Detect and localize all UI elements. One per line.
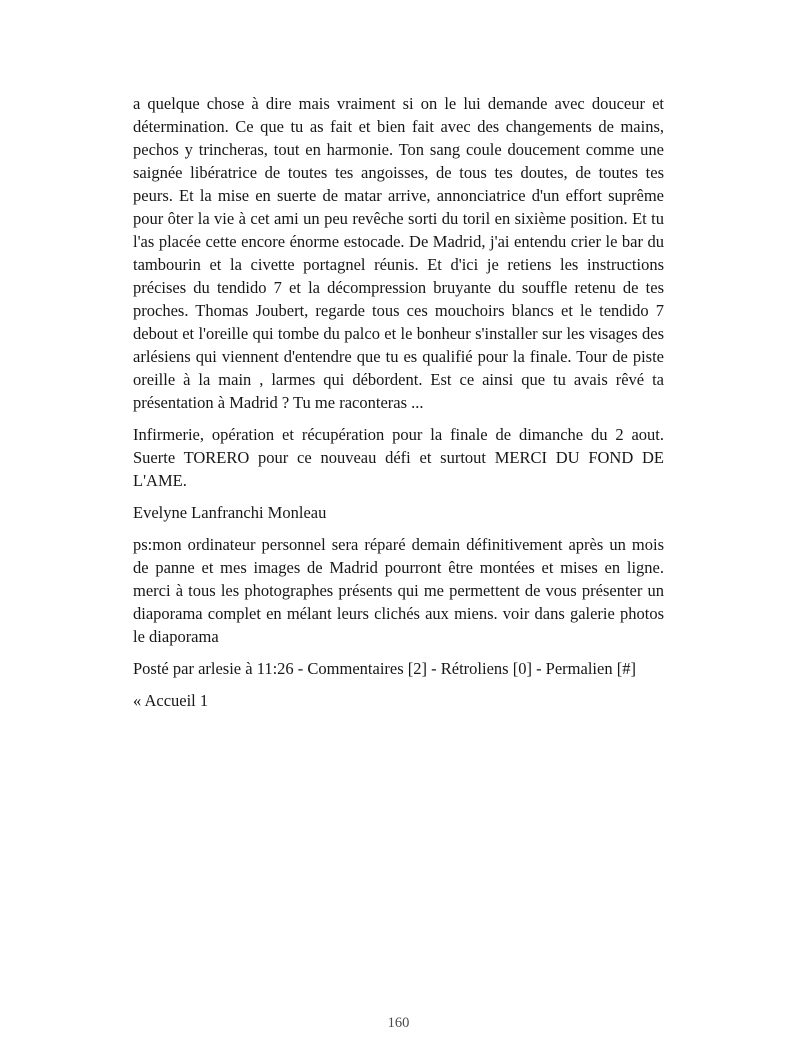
home-nav-line: « Accueil 1 bbox=[133, 691, 209, 710]
post-paragraph-closing: Infirmerie, opération et récupération pour la finale de dimanche du 2 aout. Suerte TORERO pour ce nouveau défi et surtout MERCI DU FOND DE L'AME. bbox=[133, 425, 664, 490]
post-meta-line: Posté par arlesie à 11:26 - Commentaires [2] - Rétroliens [0] - Permalien [#] bbox=[133, 659, 636, 678]
post-postscript: ps:mon ordinateur personnel sera réparé demain définitivement après un mois de panne et mes images de Madrid pourront être montées et mises en ligne. merci à tous les photographes présents qui me permettent de vous présenter un diaporama complet en mélant leurs clichés aux miens. voir dans galerie photos le diaporama bbox=[133, 535, 664, 646]
post-content bbox=[133, 92, 664, 721]
post-paragraph-body: a quelque chose à dire mais vraiment si on le lui demande avec douceur et détermination. Ce que tu as fait et bien fait avec des changements de mains, pechos y trincheras, tout en harmonie. Ton sang coule doucement comme une saignée libératrice de toutes tes angoisses, de tous tes doutes, de toutes tes peurs. Et la mise en suerte de matar arrive, annonciatrice d'un effort suprême pour ôter la vie à cet ami un peu revêche sorti du toril en sixième position. Et tu l'as placée cette encore énorme estocade. De Madrid, j'ai entendu crier le bar du tambourin et la civette portagnel réunis. Et d'ici je retiens les instructions précises du tendido 7 et la décompression bruyante du souffle retenu de tes proches. Thomas Joubert, regarde tous ces mouchoirs blancs et le tendido 7 debout et l'oreille qui tombe du palco et le bonheur s'installer sur les visages des arlésiens qui viennent d'entendre que tu es qualifié pour la finale. Tour de piste oreille à la main , larmes qui débordent. Est ce ainsi que tu avais rêvé ta présentation à Madrid ? Tu me raconteras ... bbox=[133, 94, 664, 412]
page-number: 160 bbox=[387, 1015, 410, 1031]
post-signature: Evelyne Lanfranchi Monleau bbox=[133, 503, 327, 522]
